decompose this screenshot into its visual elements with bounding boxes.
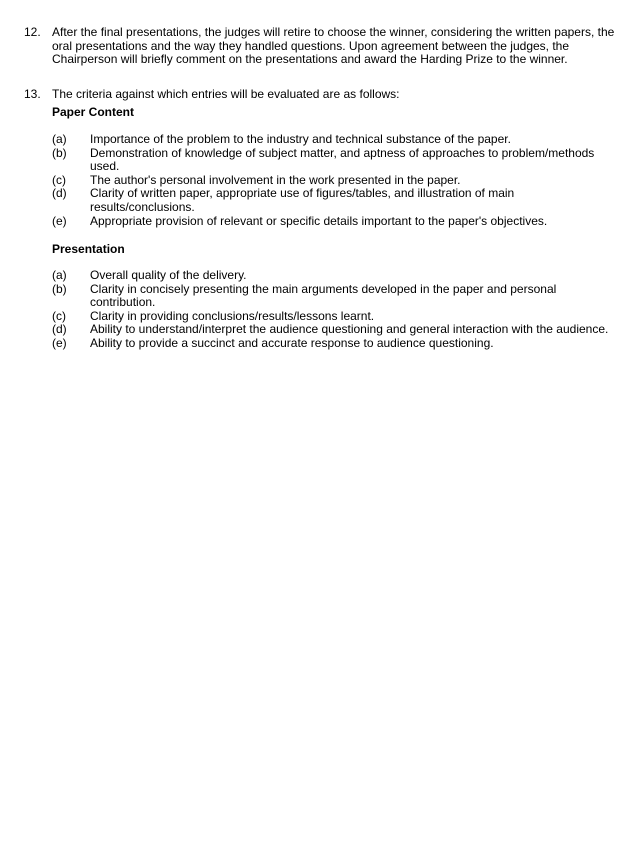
criteria-list-paper-content [52, 133, 620, 228]
item-text: Overall quality of the delivery. [90, 268, 247, 282]
criteria-list-presentation [52, 269, 620, 351]
paragraph-text: The criteria against which entries will be evaluated are as follows: [52, 87, 400, 101]
item-text: Clarity in providing conclusions/results/lessons learnt. [90, 308, 375, 323]
item-label: (e) [52, 335, 67, 350]
item-label: (c) [52, 308, 66, 323]
item-text: Clarity of written paper, appropriate use of figures/tables, and illustration of main results/conclusions. [90, 186, 515, 214]
list-item [52, 147, 620, 174]
list-item [52, 310, 620, 324]
item-text: Clarity in concisely presenting the main arguments developed in the paper and personal contribution. [90, 281, 557, 310]
item-label: (d) [52, 186, 67, 201]
paragraph-text: After the final presentations, the judges will retire to choose the winner, considering the written papers, the oral presentations and the way they handled questions. Upon agreement between the judges, the Chairperson will briefly comment on the presentations and award the Harding Prize to the winner. [52, 25, 615, 67]
section-heading-paper-content: Paper Content [52, 105, 135, 119]
item-label: (a) [52, 132, 67, 146]
item-label: (b) [52, 145, 67, 160]
list-item [52, 187, 620, 214]
section-heading-presentation: Presentation [52, 242, 125, 256]
paragraph-number: 12. [24, 25, 41, 39]
list-item [52, 283, 620, 310]
list-item [52, 215, 620, 229]
paragraph-number: 13. [24, 87, 41, 101]
list-item [52, 174, 620, 188]
item-label: (c) [52, 172, 66, 187]
item-text: Ability to provide a succinct and accurate response to audience questioning. [90, 335, 494, 350]
item-text: Demonstration of knowledge of subject matter, and aptness of approaches to problem/methods used. [90, 145, 595, 174]
item-text: Appropriate provision of relevant or specific details important to the paper's objectives. [90, 213, 548, 228]
item-text: The author's personal involvement in the work presented in the paper. [90, 172, 461, 187]
item-text: Importance of the problem to the industry and technical substance of the paper. [90, 132, 511, 146]
list-item [52, 323, 620, 337]
list-item [52, 133, 620, 147]
item-text: Ability to understand/interpret the audience questioning and general interaction with the audience. [90, 322, 609, 337]
item-label: (e) [52, 213, 67, 228]
item-label: (a) [52, 268, 67, 282]
item-label: (b) [52, 281, 67, 296]
list-item [52, 337, 620, 351]
list-item [52, 269, 620, 283]
item-label: (d) [52, 322, 67, 337]
